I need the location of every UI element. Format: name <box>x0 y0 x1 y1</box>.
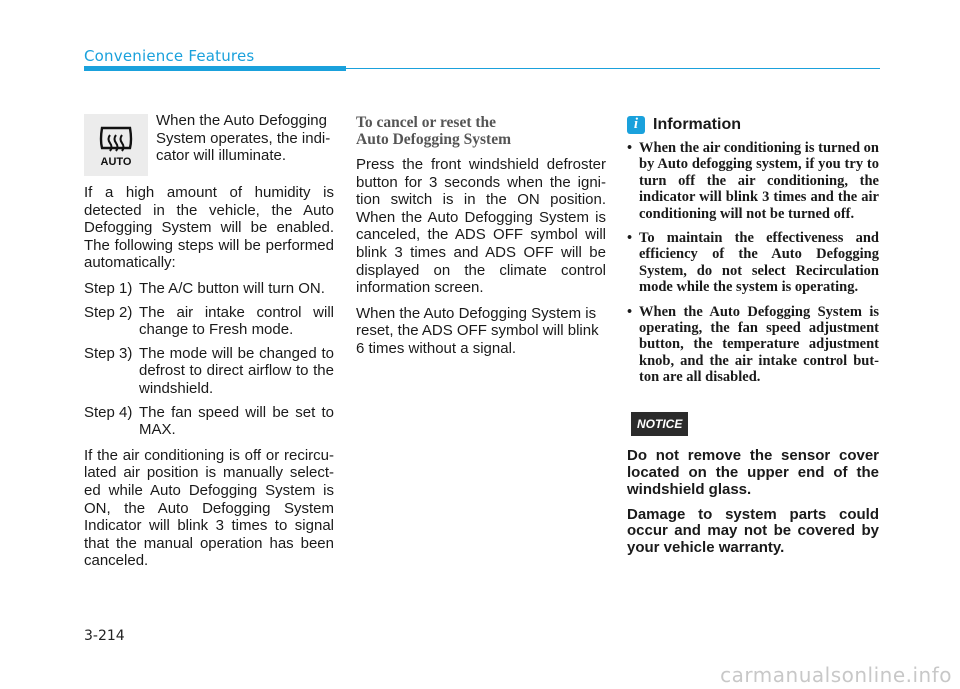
information-list <box>627 140 879 386</box>
page-number: 3-214 <box>84 628 125 644</box>
info-icon: i <box>627 116 645 134</box>
notice-paragraph-1: Do not remove the sensor cover located on the upper end of the windshield glass. <box>627 447 879 498</box>
step-text: The air intake control will change to Fresh mode. <box>139 303 334 339</box>
heading-line-2: Auto Defogging System <box>356 131 511 148</box>
steps-list <box>84 280 334 439</box>
humidity-paragraph: If a high amount of humidity is detected in the vehicle, the Auto Defogging System will be enabled. The following steps will be performed automatically: <box>84 184 334 272</box>
information-item <box>627 304 879 386</box>
information-item <box>627 230 879 296</box>
notice-text <box>627 448 879 557</box>
step-number: Step 3) <box>84 344 133 362</box>
intro-text: When the Auto Defogging System operates, the indi-cator will illuminate. <box>156 112 331 165</box>
step-number: Step 4) <box>84 403 133 421</box>
information-title: Information <box>653 116 741 134</box>
information-item <box>627 140 879 222</box>
notice-paragraph-2: Damage to system parts could occur and may not be covered by your vehicle warranty. <box>627 505 879 557</box>
cancel-paragraph: Press the front windshield defroster button for 3 seconds when the igni-tion switch is in the ON position. When the Auto Defogging System is canceled, the ADS OFF symbol will blink 3 times and ADS OFF will be displayed on the climate control information screen. <box>356 156 606 297</box>
column-right <box>627 116 879 565</box>
auto-defog-icon <box>84 114 148 176</box>
section-title: Convenience Features <box>84 47 255 65</box>
step-number: Step 1) <box>84 279 133 297</box>
column-middle <box>356 114 606 366</box>
step-item <box>84 280 334 298</box>
bullet-dot: • <box>627 140 633 156</box>
step-text: The fan speed will be set to MAX. <box>139 403 334 439</box>
heading-line-1: To cancel or reset the <box>356 114 497 131</box>
notice-badge: NOTICE <box>631 412 688 437</box>
step-number: Step 2) <box>84 303 133 321</box>
step-item <box>84 345 334 398</box>
auto-label: AUTO <box>100 156 132 168</box>
bullet-dot: • <box>627 303 633 320</box>
information-header <box>627 116 879 134</box>
information-text: When the air conditioning is turned on by Auto defogging system, if you try to turn off the air conditioning, the indicator will blink 3 times and the air conditioning will not be turned off. <box>639 140 879 222</box>
bullet-dot: • <box>627 230 633 247</box>
manual-override-paragraph: If the air conditioning is off or recircu-lated air position is manually select-ed while Auto Defogging System is ON, the Auto Defogging System Indicator will blink 3 times to signal that the manual operation has been canceled. <box>84 446 334 570</box>
column-left <box>84 184 334 578</box>
header-rule-thin <box>346 68 880 69</box>
footer-watermark: carmanualsonline.info <box>720 663 952 687</box>
information-text: When the Auto Defogging System is operating, the fan speed adjustment button, the temperature adjustment knob, and the air intake control but-ton are all disabled. <box>639 303 879 386</box>
step-text: The mode will be changed to defrost to direct airflow to the windshield. <box>139 344 334 397</box>
reset-paragraph: When the Auto Defogging System is reset, the ADS OFF symbol will blink 6 times without a signal. <box>356 304 599 357</box>
step-text: The A/C button will turn ON. <box>139 279 325 297</box>
step-item <box>84 304 334 339</box>
cancel-reset-heading <box>356 114 606 148</box>
header-rule-thick <box>84 66 346 71</box>
information-text: To maintain the effectiveness and efficiency of the Auto Defogging System, do not select Recirculation mode while the system is operating. <box>639 230 879 296</box>
step-item <box>84 404 334 439</box>
